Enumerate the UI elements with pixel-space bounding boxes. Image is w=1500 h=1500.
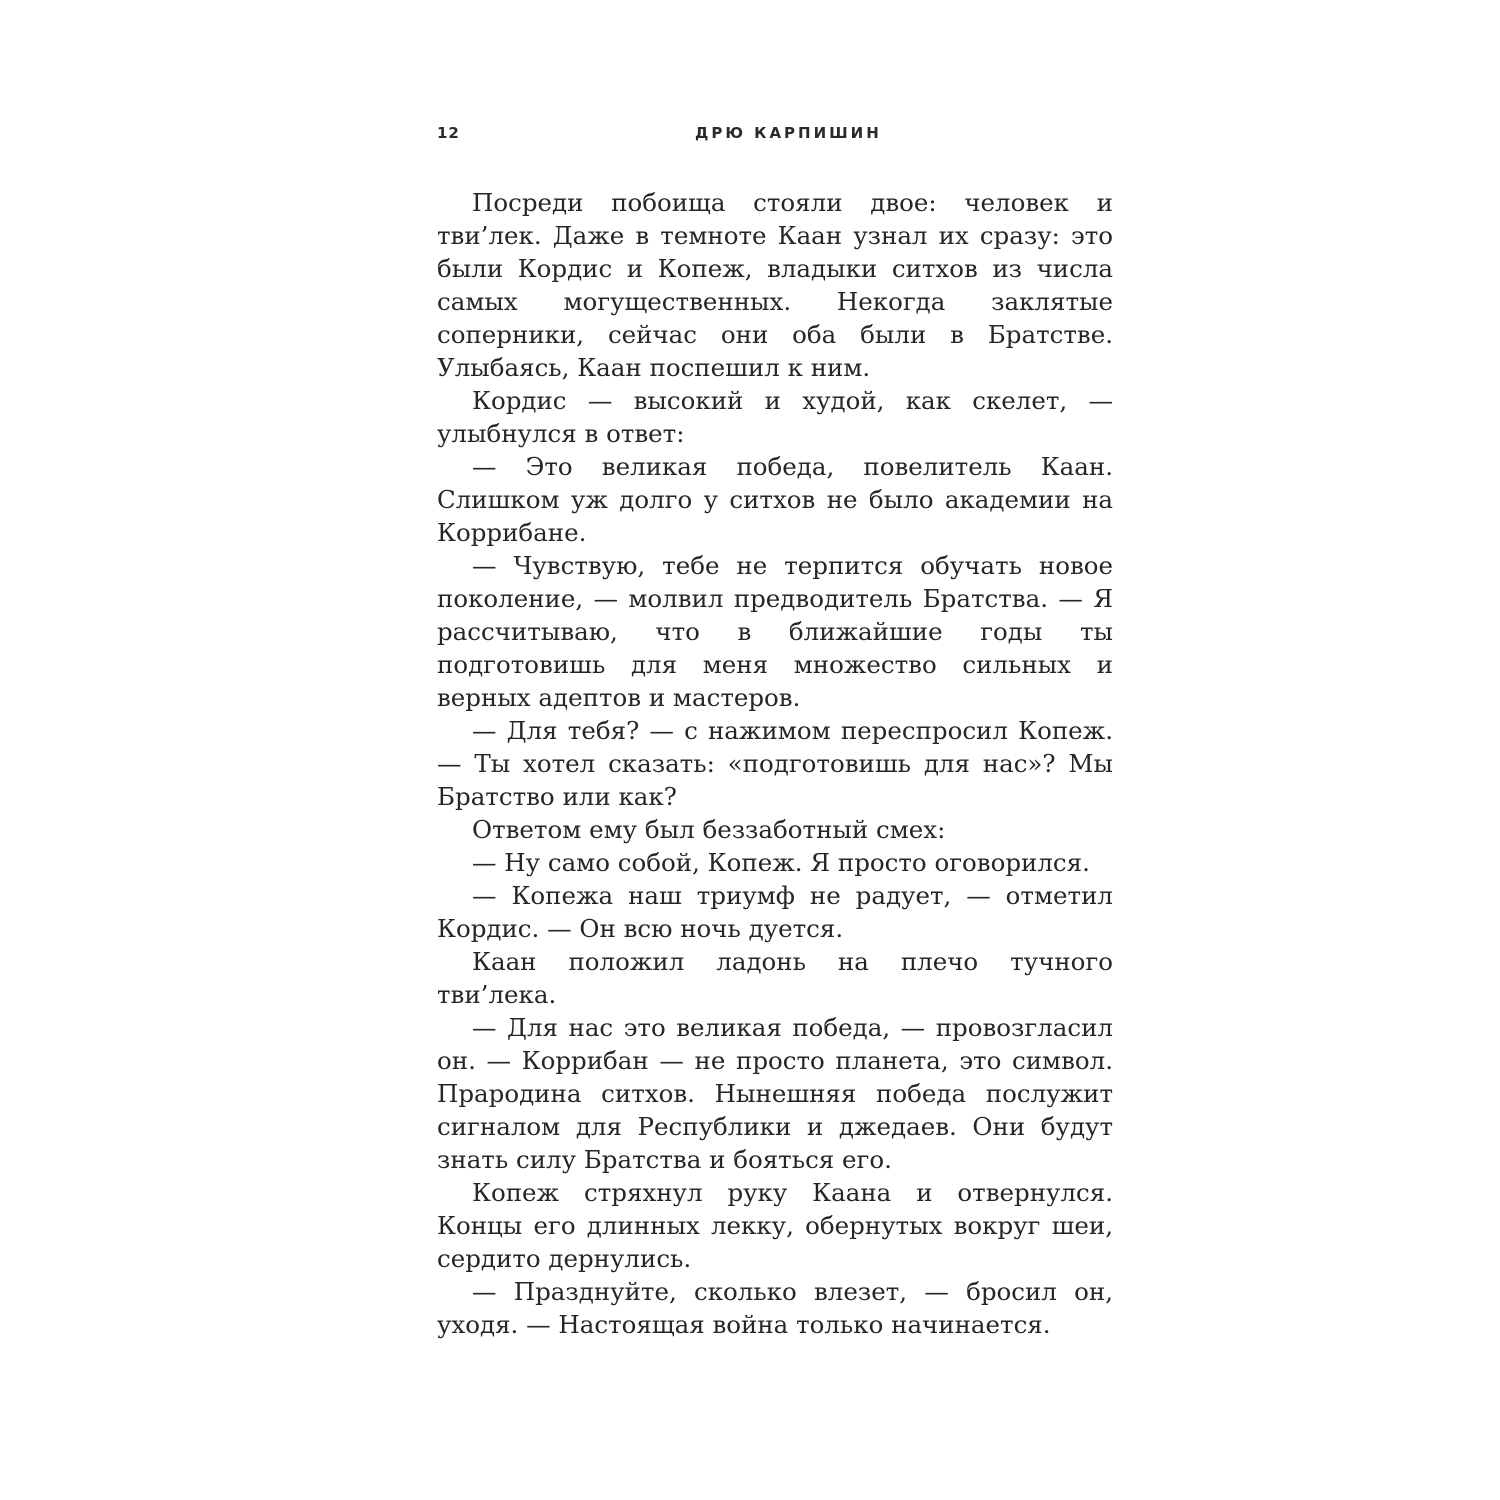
paragraph: Посреди побоища стояли двое: человек и тви’лек. Даже в темноте Каан узнал их сразу: это были Кордис и Копеж, владыки ситхов из числа самых могущественных. Некогда заклятые соперники, сейчас они оба были в Братстве. Улыбаясь, Каан поспешил к ним.: [437, 188, 1113, 382]
paragraph: — Ну само собой, Копеж. Я просто оговорился.: [472, 848, 1090, 877]
paragraph: — Празднуйте, сколько влезет, — бросил он, уходя. — Настоящая война только начинается.: [437, 1277, 1113, 1339]
running-head: [437, 124, 1113, 144]
paragraph: Каан положил ладонь на плечо тучного тви’лека.: [437, 947, 1113, 1009]
paragraph: Кордис — высокий и худой, как скелет, — улыбнулся в ответ:: [437, 386, 1113, 448]
page-number: 12: [437, 124, 460, 142]
paragraph: — Копежа наш триумф не радует, — отметил Кордис. — Он всю ночь дуется.: [437, 881, 1113, 943]
paragraph: — Для нас это великая победа, — провозгласил он. — Коррибан — не просто планета, это символ. Прародина ситхов. Нынешняя победа послужит сигналом для Республики и джедаев. Они будут знать силу Братства и бояться его.: [437, 1013, 1113, 1174]
body-text: [437, 186, 1113, 1341]
book-author: ДРЮ КАРПИШИН: [695, 124, 882, 142]
paragraph: — Это великая победа, повелитель Каан. Слишком уж долго у ситхов не было академии на Коррибане.: [437, 452, 1113, 547]
paragraph: — Чувствую, тебе не терпится обучать новое поколение, — молвил предводитель Братства. — Я рассчитываю, что в ближайшие годы ты подготовишь для меня множество сильных и верных адептов и мастеров.: [437, 551, 1113, 712]
paragraph: — Для тебя? — с нажимом переспросил Копеж. — Ты хотел сказать: «подготовишь для нас»? Мы Братство или как?: [437, 716, 1113, 811]
paragraph: Копеж стряхнул руку Каана и отвернулся. Концы его длинных лекку, обернутых вокруг шеи, сердито дернулись.: [437, 1178, 1113, 1273]
paragraph: Ответом ему был беззаботный смех:: [472, 815, 946, 844]
